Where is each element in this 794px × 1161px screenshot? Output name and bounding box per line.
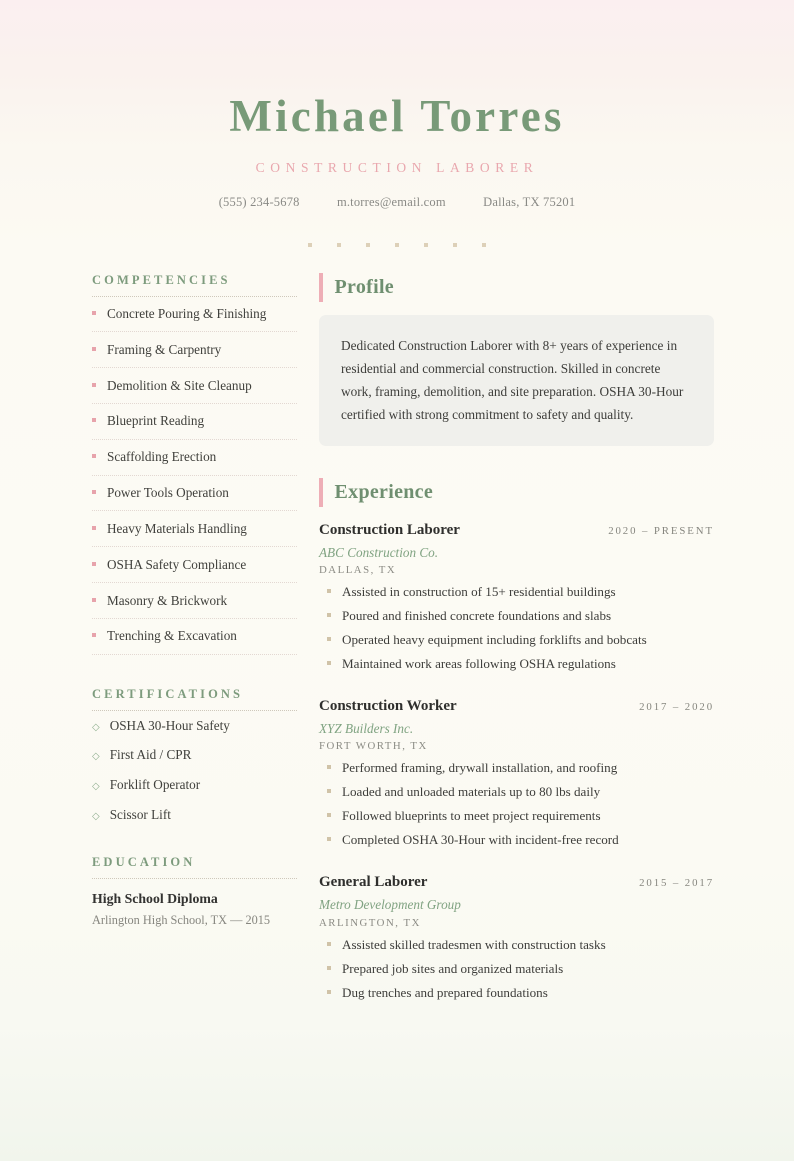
job-dates: 2015 – 2017	[639, 877, 714, 890]
divider-dot-icon	[453, 243, 457, 247]
job-bullet-label: Operated heavy equipment including forklifts and bobcats	[342, 631, 647, 647]
square-bullet-icon	[327, 661, 331, 665]
job-bullet-item	[319, 631, 714, 650]
profile-heading	[319, 273, 714, 302]
job-company: XYZ Builders Inc.	[319, 721, 414, 737]
competency-label: Demolition & Site Cleanup	[107, 377, 252, 393]
experience-entry-header	[319, 520, 714, 540]
competency-item	[92, 547, 297, 583]
square-bullet-icon	[92, 526, 96, 530]
experience-jobs	[319, 520, 714, 1003]
certification-label: Scissor Lift	[109, 806, 171, 822]
certifications-heading: CERTIFICATIONS	[92, 687, 297, 711]
accent-bar-icon	[319, 478, 323, 507]
job-dates: 2017 – 2020	[639, 700, 714, 713]
divider-dot-icon	[337, 243, 341, 247]
experience-entry	[319, 520, 714, 674]
competency-label: Concrete Pouring & Finishing	[107, 306, 267, 321]
sidebar-column	[92, 273, 319, 929]
divider-dot-icon	[308, 243, 312, 247]
competency-label: Heavy Materials Handling	[107, 520, 247, 536]
job-bullet-item	[319, 759, 714, 778]
profile-heading-label: Profile	[334, 275, 394, 298]
competency-item	[92, 332, 297, 368]
job-bullet-item	[319, 783, 714, 802]
square-bullet-icon	[92, 454, 96, 458]
contact-row	[0, 195, 794, 210]
competency-item	[92, 511, 297, 547]
divider-dot-icon	[366, 243, 370, 247]
job-bullet-label: Maintained work areas following OSHA regulations	[342, 655, 616, 671]
education-section	[92, 855, 297, 929]
square-bullet-icon	[327, 637, 331, 641]
experience-entry-header	[319, 696, 714, 716]
job-bullet-item	[319, 583, 714, 602]
job-role: Construction Laborer	[319, 521, 460, 538]
job-bullet-list	[319, 936, 714, 1003]
certifications-list	[92, 717, 297, 823]
contact-phone[interactable]: (555) 234-5678	[218, 194, 300, 209]
diamond-bullet-icon: ◇	[92, 721, 100, 733]
certification-item	[92, 717, 297, 734]
job-bullet-label: Dug trenches and prepared foundations	[342, 984, 548, 1000]
experience-entry	[319, 872, 714, 1002]
job-dates: 2020 – PRESENT	[608, 524, 714, 537]
job-bullet-item	[319, 984, 714, 1003]
job-bullet-label: Completed OSHA 30-Hour with incident-free record	[342, 832, 619, 848]
competency-item	[92, 583, 297, 619]
certification-label: OSHA 30-Hour Safety	[109, 717, 230, 733]
job-role: Construction Worker	[319, 697, 457, 714]
job-bullet-list	[319, 583, 714, 674]
certification-label: Forklift Operator	[109, 776, 201, 792]
square-bullet-icon	[327, 765, 331, 769]
competency-label: Scaffolding Erection	[107, 449, 217, 465]
job-bullet-item	[319, 960, 714, 979]
education-entry	[92, 890, 297, 929]
square-bullet-icon	[92, 598, 96, 602]
competency-item	[92, 368, 297, 404]
square-bullet-icon	[92, 633, 96, 637]
competency-item	[92, 619, 297, 655]
competencies-heading: COMPETENCIES	[92, 273, 297, 297]
dot-divider	[0, 243, 794, 247]
resume-body	[0, 273, 794, 1008]
square-bullet-icon	[327, 942, 331, 946]
contact-location: Dallas, TX 75201	[483, 194, 576, 209]
experience-heading-label: Experience	[334, 480, 434, 503]
resume-header	[0, 0, 794, 210]
competency-label: Blueprint Reading	[107, 413, 205, 429]
square-bullet-icon	[92, 562, 96, 566]
square-bullet-icon	[327, 589, 331, 593]
job-bullet-label: Assisted skilled tradesmen with construction tasks	[342, 936, 606, 952]
accent-bar-icon	[319, 273, 323, 302]
job-location: DALLAS, TX	[319, 563, 397, 576]
experience-section	[319, 478, 714, 1003]
diamond-bullet-icon: ◇	[92, 751, 100, 763]
job-bullet-item	[319, 936, 714, 955]
diamond-bullet-icon: ◇	[92, 780, 100, 792]
job-company: ABC Construction Co.	[319, 544, 439, 560]
competency-label: Trenching & Excavation	[107, 628, 237, 644]
certification-item	[92, 776, 297, 793]
square-bullet-icon	[327, 990, 331, 994]
job-bullet-label: Poured and finished concrete foundations and slabs	[342, 607, 612, 623]
education-degree: High School Diploma	[92, 890, 218, 906]
square-bullet-icon	[327, 837, 331, 841]
experience-entry-header	[319, 872, 714, 892]
divider-dot-icon	[395, 243, 399, 247]
education-heading: EDUCATION	[92, 855, 297, 879]
square-bullet-icon	[92, 418, 96, 422]
certifications-section	[92, 687, 297, 823]
candidate-name: Michael Torres	[229, 91, 565, 141]
certification-label: First Aid / CPR	[109, 747, 192, 763]
square-bullet-icon	[92, 383, 96, 387]
square-bullet-icon	[92, 347, 96, 351]
job-bullet-label: Performed framing, drywall installation, and roofing	[342, 760, 618, 776]
divider-dot-icon	[424, 243, 428, 247]
job-role: General Laborer	[319, 874, 428, 891]
square-bullet-icon	[327, 813, 331, 817]
contact-email[interactable]: m.torres@email.com	[336, 194, 446, 209]
job-bullet-label: Followed blueprints to meet project requirements	[342, 808, 601, 824]
job-bullet-item	[319, 655, 714, 674]
competency-item	[92, 440, 297, 476]
competency-item	[92, 297, 297, 333]
competency-label: Masonry & Brickwork	[107, 592, 228, 608]
profile-section	[319, 273, 714, 446]
competency-label: OSHA Safety Compliance	[107, 556, 247, 572]
job-location: FORT WORTH, TX	[319, 740, 428, 753]
competencies-list	[92, 297, 297, 655]
candidate-job-title: CONSTRUCTION LABORER	[255, 159, 539, 175]
job-bullet-label: Prepared job sites and organized materials	[342, 960, 564, 976]
job-bullet-label: Assisted in construction of 15+ residential buildings	[342, 583, 616, 599]
education-school: Arlington High School, TX — 2015	[92, 912, 271, 927]
job-bullet-item	[319, 831, 714, 850]
divider-dot-icon	[482, 243, 486, 247]
competency-label: Power Tools Operation	[107, 485, 229, 501]
competency-label: Framing & Carpentry	[107, 341, 222, 357]
job-location: ARLINGTON, TX	[319, 916, 421, 929]
profile-summary-box: Dedicated Construction Laborer with 8+ years of experience in residential and commercial construction. Skilled in concrete work, framing, demolition, and site preparation. OSHA 30-Hour certified with strong commitment to safety and quality.	[319, 315, 714, 446]
certification-item	[92, 746, 297, 763]
square-bullet-icon	[327, 613, 331, 617]
square-bullet-icon	[327, 789, 331, 793]
experience-entry	[319, 696, 714, 850]
education-entries	[92, 890, 297, 929]
job-company: Metro Development Group	[319, 897, 461, 913]
job-bullet-item	[319, 607, 714, 626]
diamond-bullet-icon: ◇	[92, 810, 100, 822]
square-bullet-icon	[92, 311, 96, 315]
competencies-section	[92, 273, 297, 655]
main-column	[319, 273, 714, 1008]
certification-item	[92, 806, 297, 823]
experience-heading	[319, 478, 714, 507]
job-bullet-list	[319, 759, 714, 850]
square-bullet-icon	[327, 966, 331, 970]
square-bullet-icon	[92, 490, 96, 494]
competency-item	[92, 404, 297, 440]
job-bullet-item	[319, 807, 714, 826]
competency-item	[92, 476, 297, 512]
job-bullet-label: Loaded and unloaded materials up to 80 lbs daily	[342, 784, 601, 800]
